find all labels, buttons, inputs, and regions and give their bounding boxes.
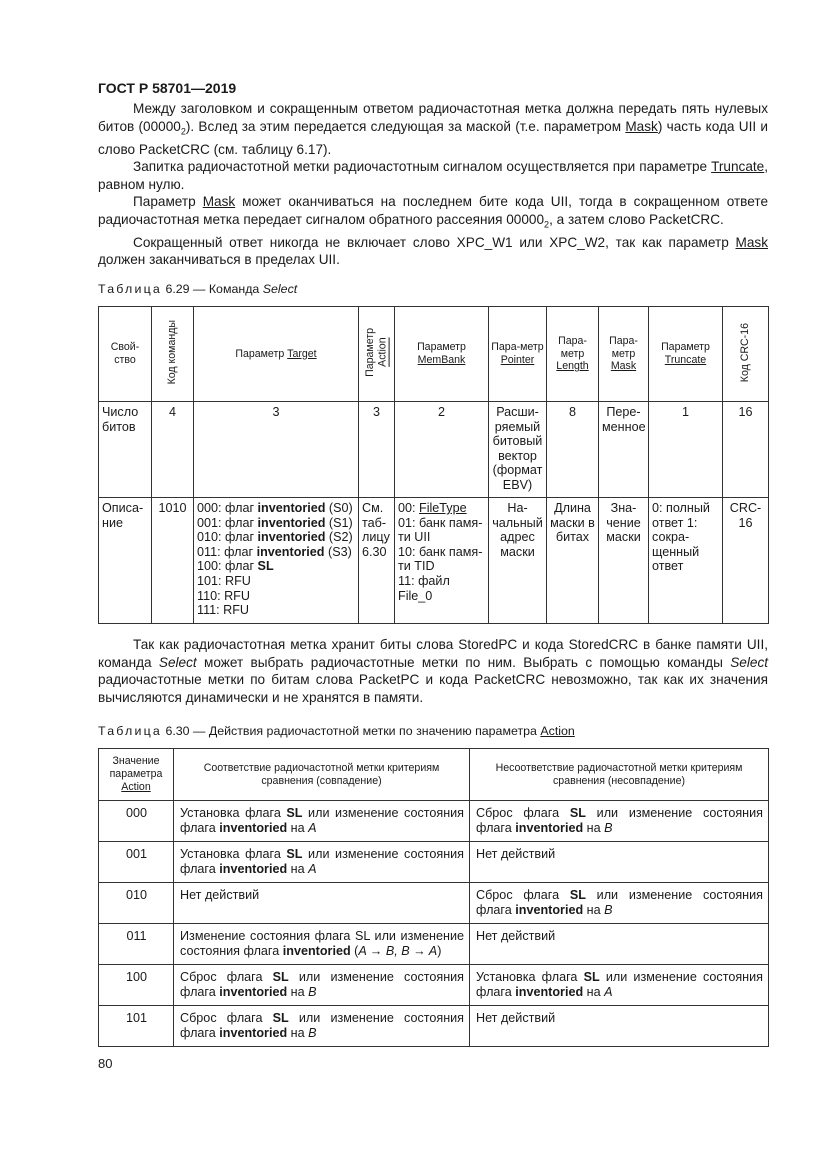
cell-label: Число битов	[99, 402, 152, 498]
table-6-30-caption: Таблица 6.30 — Действия радиочастотной метки по значению параметра Action	[98, 724, 575, 738]
cell-match: Изменение состояния флага SL или изменение состояния флага inventoried (A → B, B → A)	[174, 924, 470, 965]
cell-membank-list: 00: FileType 01: банк памя-ти UII 10: банк памя-ти TID 11: файл File_0	[395, 498, 489, 624]
cell-mask: Пере-менное	[599, 402, 649, 498]
header-target: Параметр Target	[194, 307, 359, 402]
header-match: Соответствие радиочастотной метки критериям сравнения (совпадение)	[174, 749, 470, 801]
cell-action-code: 010	[99, 883, 174, 924]
cell-match: Установка флага SL или изменение состояния флага inventoried на A	[174, 842, 470, 883]
table-row	[99, 924, 769, 965]
cell-action-code: 001	[99, 842, 174, 883]
table-row	[99, 1006, 769, 1047]
middle-text	[98, 636, 768, 706]
cell-match: Сброс флага SL или изменение состояния флага inventoried на B	[174, 965, 470, 1006]
table-6-30	[98, 748, 769, 1047]
header-crc: Код CRC-16	[723, 307, 769, 402]
cell-nomatch: Нет действий	[470, 842, 769, 883]
table-6-29-caption: Таблица 6.29 — Команда Select	[98, 282, 298, 296]
header-nomatch: Несоответствие радиочастотной метки критериям сравнения (несовпадение)	[470, 749, 769, 801]
cell-action-code: 100	[99, 965, 174, 1006]
cell-action-code: 101	[99, 1006, 174, 1047]
intro-text	[98, 100, 768, 269]
paragraph-4: Сокращенный ответ никогда не включает слово XPC_W1 или XPC_W2, так как параметр Mask должен заканчиваться в пределах UII.	[98, 234, 768, 268]
cell-membank: 2	[395, 402, 489, 498]
cell-match: Установка флага SL или изменение состояния флага inventoried на A	[174, 801, 470, 842]
cell-action-code: 011	[99, 924, 174, 965]
cell-target: 3	[194, 402, 359, 498]
cell-match: Нет действий	[174, 883, 470, 924]
cell-pointer: Расши-ряемый битовый вектор (формат EBV)	[489, 402, 547, 498]
cell-length: Длина маски в битах	[547, 498, 599, 624]
cell-length: 8	[547, 402, 599, 498]
header-action: Параметр Action	[359, 307, 395, 402]
paragraph-3: Параметр Mask может оканчиваться на последнем бите кода UII, тогда в сокращенном ответе радиочастотная метка передает сигналом обратного рассеяния $00000_2$, а затем слово PacketCRC.	[98, 194, 768, 230]
paragraph-2: Запитка радиочастотной метки радиочастотным сигналом осуществляется при параметре Truncate, равном нулю.	[98, 159, 768, 192]
cell-action: См. таб-лицу 6.30	[359, 498, 395, 624]
header-action-value: Значение параметра Action	[99, 749, 174, 801]
page-number: 80	[98, 1056, 113, 1071]
header-mask: Пара-метр Mask	[599, 307, 649, 402]
table-row	[99, 842, 769, 883]
cell-truncate: 1	[649, 402, 723, 498]
cell-code: 4	[152, 402, 194, 498]
document-id: ГОСТ Р 58701—2019	[98, 80, 237, 96]
cell-crc: CRC-16	[723, 498, 769, 624]
cell-crc: 16	[723, 402, 769, 498]
cell-target-list: 000: флаг inventoried (S0) 001: флаг inventoried (S1) 010: флаг inventoried (S2) 011: флаг inventoried (S3) 100: флаг SL 101: RFU 110: RFU 111: RFU	[194, 498, 359, 624]
paragraph-1: Между заголовком и сокращенным ответом радиочастотная метка должна передать пять нулевых битов $(00000_2)$. Вслед за этим передается следующая за маской (т.е. параметром Mask) часть кода UII и слово PacketCRC (см. таблицу 6.17).	[98, 101, 768, 157]
cell-match: Сброс флага SL или изменение состояния флага inventoried на B	[174, 1006, 470, 1047]
cell-nomatch: Нет действий	[470, 924, 769, 965]
cell-code: 1010	[152, 498, 194, 624]
cell-action-code: 000	[99, 801, 174, 842]
header-pointer: Пара-метр Pointer	[489, 307, 547, 402]
table-header-row	[99, 307, 769, 402]
paragraph-5: Так как радиочастотная метка хранит биты слова StoredPC и кода StoredCRC в банке памяти UII, команда Select может выбрать радиочастотные метки по ним. Выбрать с помощью команды Select радиочастотные метки по битам слова PacketPC и кода PacketCRC невозможно, так как их значения вычисляются динамически и не хранятся в памяти.	[98, 637, 769, 705]
header-length: Пара-метр Length	[547, 307, 599, 402]
table-row	[99, 883, 769, 924]
table-row	[99, 801, 769, 842]
header-truncate: Параметр Truncate	[649, 307, 723, 402]
cell-nomatch: Нет действий	[470, 1006, 769, 1047]
table-row-description	[99, 498, 769, 624]
cell-nomatch: Сброс флага SL или изменение состояния флага inventoried на B	[470, 883, 769, 924]
cell-mask: Зна-чение маски	[599, 498, 649, 624]
header-property: Свой-ство	[99, 307, 152, 402]
table-header-row	[99, 749, 769, 801]
cell-label: Описа-ние	[99, 498, 152, 624]
cell-nomatch: Сброс флага SL или изменение состояния флага inventoried на B	[470, 801, 769, 842]
header-membank: Параметр MemBank	[395, 307, 489, 402]
cell-action: 3	[359, 402, 395, 498]
cell-truncate: 0: полный ответ 1: сокра-щенный ответ	[649, 498, 723, 624]
table-6-29	[98, 306, 769, 624]
table-row	[99, 965, 769, 1006]
cell-nomatch: Установка флага SL или изменение состояния флага inventoried на A	[470, 965, 769, 1006]
cell-pointer: На-чальный адрес маски	[489, 498, 547, 624]
table-row-bits	[99, 402, 769, 498]
header-command-code: Код команды	[152, 307, 194, 402]
